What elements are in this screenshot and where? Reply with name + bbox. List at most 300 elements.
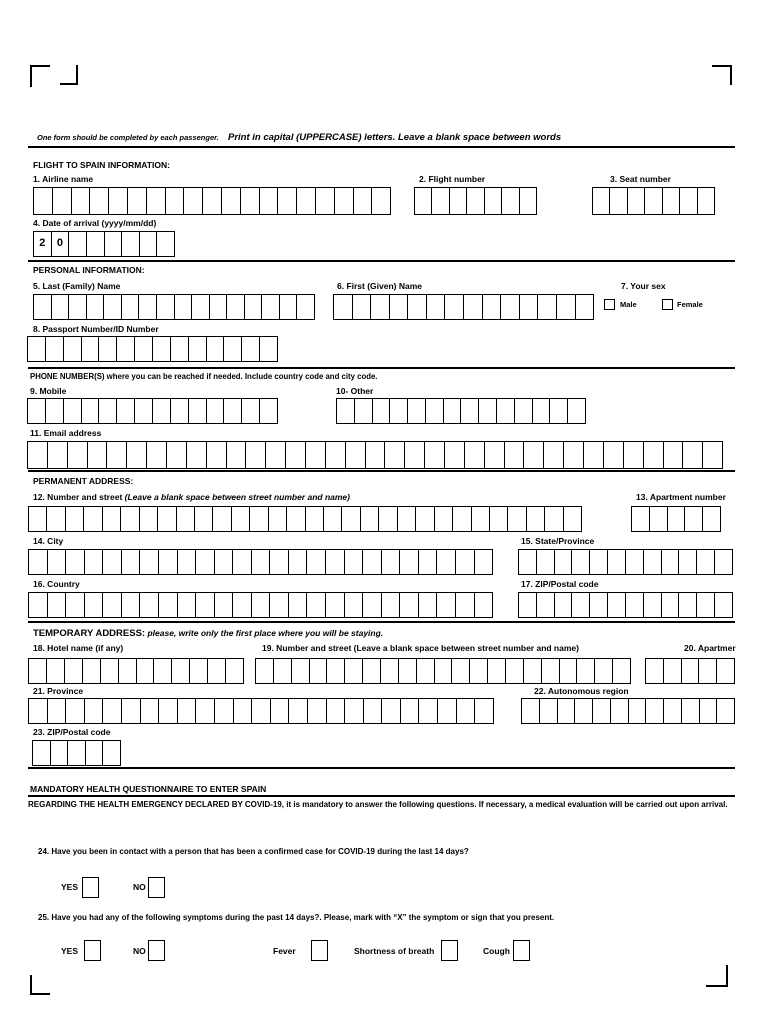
character-cell[interactable]	[504, 442, 524, 468]
character-cell[interactable]	[662, 188, 679, 214]
character-cell[interactable]	[120, 507, 138, 531]
character-cell[interactable]	[449, 188, 466, 214]
character-cell[interactable]	[474, 550, 493, 574]
character-cell[interactable]	[609, 188, 626, 214]
character-cell[interactable]	[165, 188, 184, 214]
email-field[interactable]	[27, 441, 723, 469]
character-cell[interactable]	[398, 659, 416, 683]
character-cell[interactable]	[186, 442, 206, 468]
character-cell[interactable]	[514, 399, 532, 423]
character-cell[interactable]	[156, 295, 174, 319]
character-cell[interactable]	[537, 295, 556, 319]
character-cell[interactable]	[64, 659, 82, 683]
character-cell[interactable]	[171, 659, 189, 683]
character-cell[interactable]	[231, 507, 249, 531]
character-cell[interactable]	[365, 442, 385, 468]
character-cell[interactable]	[309, 659, 327, 683]
character-cell[interactable]	[484, 188, 501, 214]
mobile-field[interactable]	[27, 398, 278, 424]
character-cell[interactable]	[34, 188, 52, 214]
character-cell[interactable]	[522, 699, 539, 723]
character-cell[interactable]	[28, 337, 45, 361]
region-field[interactable]	[521, 698, 735, 724]
character-cell[interactable]	[209, 295, 227, 319]
character-cell[interactable]	[415, 507, 433, 531]
character-cell[interactable]	[134, 337, 152, 361]
character-cell[interactable]	[158, 699, 177, 723]
character-cell[interactable]	[33, 741, 50, 765]
character-cell[interactable]	[714, 593, 732, 617]
character-cell[interactable]	[519, 188, 536, 214]
character-cell[interactable]	[45, 337, 63, 361]
character-cell[interactable]	[416, 659, 434, 683]
character-cell[interactable]	[326, 699, 345, 723]
q24-yes-checkbox[interactable]	[82, 877, 99, 898]
character-cell[interactable]	[84, 550, 103, 574]
character-cell[interactable]	[191, 295, 209, 319]
character-cell[interactable]	[360, 507, 378, 531]
character-cell[interactable]	[139, 593, 158, 617]
zip-field[interactable]	[518, 592, 733, 618]
character-cell[interactable]	[296, 188, 315, 214]
character-cell[interactable]	[285, 442, 305, 468]
character-cell[interactable]	[681, 659, 699, 683]
character-cell[interactable]	[702, 507, 720, 531]
character-cell[interactable]	[307, 699, 326, 723]
character-cell[interactable]	[153, 659, 171, 683]
first-name-field[interactable]	[333, 294, 594, 320]
character-cell[interactable]	[625, 593, 643, 617]
character-cell[interactable]	[221, 188, 240, 214]
character-cell[interactable]	[370, 295, 389, 319]
character-cell[interactable]	[444, 442, 464, 468]
character-cell[interactable]	[501, 188, 518, 214]
character-cell[interactable]	[240, 188, 259, 214]
character-cell[interactable]	[71, 188, 90, 214]
character-cell[interactable]	[102, 593, 121, 617]
character-cell[interactable]	[232, 550, 251, 574]
character-cell[interactable]	[519, 550, 536, 574]
character-cell[interactable]	[563, 442, 583, 468]
character-cell[interactable]	[47, 550, 66, 574]
character-cell[interactable]	[571, 593, 589, 617]
character-cell[interactable]	[381, 593, 400, 617]
character-cell[interactable]	[575, 295, 594, 319]
character-cell[interactable]	[554, 550, 572, 574]
character-cell[interactable]	[251, 550, 270, 574]
character-cell[interactable]	[407, 399, 425, 423]
character-cell[interactable]	[679, 188, 696, 214]
character-cell[interactable]	[226, 295, 244, 319]
character-cell[interactable]	[206, 337, 224, 361]
character-cell[interactable]	[539, 699, 557, 723]
character-cell[interactable]	[265, 442, 285, 468]
character-cell[interactable]	[482, 295, 501, 319]
breath-checkbox[interactable]	[441, 940, 458, 961]
character-cell[interactable]	[305, 507, 323, 531]
character-cell[interactable]	[325, 593, 344, 617]
character-cell[interactable]	[305, 442, 325, 468]
character-cell[interactable]	[288, 699, 307, 723]
character-cell[interactable]	[645, 699, 663, 723]
character-cell[interactable]	[424, 442, 444, 468]
character-cell[interactable]	[259, 399, 277, 423]
fever-checkbox[interactable]	[311, 940, 328, 961]
character-cell[interactable]	[344, 659, 362, 683]
character-cell[interactable]	[716, 699, 734, 723]
character-cell[interactable]	[86, 232, 104, 256]
character-cell[interactable]	[103, 295, 121, 319]
character-cell[interactable]	[188, 337, 206, 361]
character-cell[interactable]	[678, 593, 696, 617]
character-cell[interactable]	[487, 659, 505, 683]
character-cell[interactable]	[697, 188, 714, 214]
character-cell[interactable]	[241, 337, 259, 361]
character-cell[interactable]	[325, 442, 345, 468]
character-cell[interactable]	[306, 550, 325, 574]
character-cell[interactable]	[188, 399, 206, 423]
character-cell[interactable]	[464, 442, 484, 468]
character-cell[interactable]	[194, 507, 212, 531]
character-cell[interactable]	[574, 699, 592, 723]
character-cell[interactable]	[684, 507, 702, 531]
character-cell[interactable]	[121, 699, 140, 723]
character-cell[interactable]	[251, 699, 270, 723]
character-cell[interactable]	[556, 295, 575, 319]
character-cell[interactable]	[627, 188, 644, 214]
character-cell[interactable]	[625, 550, 643, 574]
character-cell[interactable]	[29, 659, 46, 683]
flight-number-field[interactable]	[414, 187, 537, 215]
character-cell[interactable]	[89, 188, 108, 214]
character-cell[interactable]	[100, 659, 118, 683]
character-cell[interactable]	[63, 337, 81, 361]
character-cell[interactable]	[279, 295, 297, 319]
character-cell[interactable]	[541, 659, 559, 683]
character-cell[interactable]	[434, 659, 452, 683]
character-cell[interactable]	[202, 188, 221, 214]
character-cell[interactable]	[47, 593, 66, 617]
character-cell[interactable]	[121, 550, 140, 574]
character-cell[interactable]	[121, 232, 139, 256]
character-cell[interactable]	[98, 399, 116, 423]
character-cell[interactable]	[661, 550, 679, 574]
character-cell[interactable]	[261, 295, 279, 319]
character-cell[interactable]	[505, 659, 523, 683]
character-cell[interactable]	[102, 550, 121, 574]
character-cell[interactable]	[47, 442, 67, 468]
character-cell[interactable]	[536, 550, 554, 574]
character-cell[interactable]	[696, 550, 714, 574]
character-cell[interactable]	[277, 188, 296, 214]
character-cell[interactable]	[29, 507, 46, 531]
character-cell[interactable]	[85, 741, 103, 765]
character-cell[interactable]	[206, 399, 224, 423]
character-cell[interactable]	[52, 188, 71, 214]
passport-field[interactable]	[27, 336, 278, 362]
temp-street-field[interactable]	[255, 658, 631, 684]
character-cell[interactable]	[471, 507, 489, 531]
state-field[interactable]	[518, 549, 733, 575]
character-cell[interactable]	[407, 295, 426, 319]
character-cell[interactable]	[259, 188, 278, 214]
character-cell[interactable]	[195, 593, 214, 617]
character-cell[interactable]	[296, 295, 314, 319]
character-cell[interactable]	[206, 442, 226, 468]
city-field[interactable]	[28, 549, 493, 575]
character-cell[interactable]	[270, 699, 289, 723]
character-cell[interactable]	[67, 741, 85, 765]
character-cell[interactable]	[268, 507, 286, 531]
character-cell[interactable]	[286, 507, 304, 531]
character-cell[interactable]	[372, 399, 390, 423]
character-cell[interactable]	[399, 550, 418, 574]
character-cell[interactable]	[628, 699, 646, 723]
character-cell[interactable]	[225, 659, 243, 683]
character-cell[interactable]	[50, 741, 68, 765]
character-cell[interactable]	[593, 188, 609, 214]
q24-no-checkbox[interactable]	[148, 877, 165, 898]
character-cell[interactable]	[139, 507, 157, 531]
character-cell[interactable]	[384, 442, 404, 468]
character-cell[interactable]	[532, 399, 550, 423]
character-cell[interactable]	[610, 699, 628, 723]
character-cell[interactable]	[400, 699, 419, 723]
character-cell[interactable]	[643, 550, 661, 574]
character-cell[interactable]	[65, 593, 84, 617]
character-cell[interactable]	[344, 699, 363, 723]
character-cell[interactable]	[607, 550, 625, 574]
character-cell[interactable]	[47, 699, 66, 723]
character-cell[interactable]	[362, 659, 380, 683]
character-cell[interactable]	[63, 399, 81, 423]
character-cell[interactable]	[212, 507, 230, 531]
character-cell[interactable]	[589, 550, 607, 574]
q25-no-checkbox[interactable]	[148, 940, 165, 961]
character-cell[interactable]	[478, 399, 496, 423]
character-cell[interactable]	[269, 550, 288, 574]
character-cell[interactable]	[431, 188, 448, 214]
character-cell[interactable]	[102, 507, 120, 531]
character-cell[interactable]	[523, 442, 543, 468]
cough-checkbox[interactable]	[513, 940, 530, 961]
character-cell[interactable]	[456, 699, 475, 723]
character-cell[interactable]	[138, 295, 156, 319]
character-cell[interactable]	[436, 593, 455, 617]
character-cell[interactable]	[576, 659, 594, 683]
character-cell[interactable]	[158, 550, 177, 574]
character-cell[interactable]	[81, 337, 99, 361]
character-cell[interactable]	[460, 399, 478, 423]
character-cell[interactable]	[170, 337, 188, 361]
character-cell[interactable]	[563, 507, 581, 531]
character-cell[interactable]	[474, 593, 493, 617]
character-cell[interactable]	[81, 399, 99, 423]
character-cell[interactable]	[84, 699, 103, 723]
character-cell[interactable]	[554, 593, 572, 617]
character-cell[interactable]	[699, 699, 717, 723]
character-cell[interactable]	[334, 295, 352, 319]
character-cell[interactable]	[259, 337, 277, 361]
character-cell[interactable]	[557, 699, 575, 723]
character-cell[interactable]	[106, 442, 126, 468]
character-cell[interactable]	[623, 442, 643, 468]
character-cell[interactable]	[444, 295, 463, 319]
character-cell[interactable]	[166, 442, 186, 468]
character-cell[interactable]	[134, 399, 152, 423]
character-cell[interactable]	[118, 659, 136, 683]
character-cell[interactable]	[51, 295, 69, 319]
character-cell[interactable]	[315, 188, 334, 214]
character-cell[interactable]	[245, 442, 265, 468]
character-cell[interactable]	[344, 593, 363, 617]
character-cell[interactable]	[380, 659, 398, 683]
character-cell[interactable]	[519, 593, 536, 617]
character-cell[interactable]	[127, 188, 146, 214]
character-cell[interactable]	[362, 593, 381, 617]
character-cell[interactable]	[249, 507, 267, 531]
character-cell[interactable]	[288, 593, 307, 617]
character-cell[interactable]	[696, 593, 714, 617]
character-cell[interactable]	[241, 399, 259, 423]
character-cell[interactable]	[352, 295, 371, 319]
character-cell[interactable]	[455, 593, 474, 617]
male-checkbox[interactable]	[604, 299, 615, 310]
character-cell[interactable]	[667, 507, 685, 531]
character-cell[interactable]	[34, 295, 51, 319]
female-checkbox[interactable]	[662, 299, 673, 310]
permanent-street-field[interactable]	[28, 506, 582, 532]
character-cell[interactable]	[682, 442, 702, 468]
character-cell[interactable]	[612, 659, 630, 683]
character-cell[interactable]	[455, 550, 474, 574]
character-cell[interactable]	[29, 550, 47, 574]
character-cell[interactable]	[139, 232, 157, 256]
character-cell[interactable]	[232, 593, 251, 617]
character-cell[interactable]	[126, 442, 146, 468]
character-cell[interactable]	[500, 295, 519, 319]
character-cell[interactable]	[437, 699, 456, 723]
character-cell[interactable]	[536, 593, 554, 617]
character-cell[interactable]	[233, 699, 252, 723]
character-cell[interactable]	[214, 593, 233, 617]
character-cell[interactable]	[344, 550, 363, 574]
character-cell[interactable]	[84, 593, 103, 617]
character-cell[interactable]	[567, 399, 585, 423]
character-cell[interactable]	[426, 295, 445, 319]
character-cell[interactable]	[589, 593, 607, 617]
character-cell[interactable]	[65, 550, 84, 574]
character-cell[interactable]	[156, 232, 174, 256]
permanent-apartment-field[interactable]	[631, 506, 721, 532]
character-cell[interactable]	[526, 507, 544, 531]
character-cell[interactable]	[177, 550, 196, 574]
character-cell[interactable]	[223, 399, 241, 423]
character-cell[interactable]	[28, 399, 45, 423]
character-cell[interactable]	[170, 399, 188, 423]
character-cell[interactable]	[269, 593, 288, 617]
character-cell[interactable]	[46, 659, 64, 683]
character-cell[interactable]	[68, 295, 86, 319]
character-cell[interactable]	[288, 550, 307, 574]
airline-field[interactable]	[33, 187, 391, 215]
character-cell[interactable]	[104, 232, 122, 256]
character-cell[interactable]	[436, 550, 455, 574]
character-cell[interactable]	[469, 659, 487, 683]
character-cell[interactable]	[306, 593, 325, 617]
arrival-date-field[interactable]	[33, 231, 175, 257]
character-cell[interactable]	[98, 337, 116, 361]
character-cell[interactable]	[543, 442, 563, 468]
character-cell[interactable]	[583, 442, 603, 468]
character-cell[interactable]	[223, 337, 241, 361]
character-cell[interactable]	[140, 699, 159, 723]
character-cell[interactable]	[644, 188, 661, 214]
character-cell[interactable]	[434, 507, 452, 531]
character-cell[interactable]	[646, 659, 663, 683]
character-cell[interactable]	[544, 507, 562, 531]
character-cell[interactable]	[571, 550, 589, 574]
character-cell[interactable]	[663, 442, 683, 468]
character-cell[interactable]	[152, 399, 170, 423]
character-cell[interactable]	[594, 659, 612, 683]
character-cell[interactable]	[139, 550, 158, 574]
character-cell[interactable]	[189, 659, 207, 683]
character-cell[interactable]	[381, 550, 400, 574]
country-field[interactable]	[28, 592, 493, 618]
character-cell[interactable]	[661, 593, 679, 617]
character-cell[interactable]	[183, 188, 202, 214]
seat-number-field[interactable]	[592, 187, 715, 215]
character-cell[interactable]	[389, 399, 407, 423]
temp-zip-field[interactable]	[32, 740, 121, 766]
character-cell[interactable]	[207, 659, 225, 683]
character-cell[interactable]	[226, 442, 246, 468]
character-cell[interactable]	[176, 507, 194, 531]
character-cell[interactable]	[256, 659, 273, 683]
character-cell[interactable]	[341, 507, 359, 531]
character-cell[interactable]	[121, 593, 140, 617]
character-cell[interactable]	[663, 659, 681, 683]
character-cell[interactable]	[363, 699, 382, 723]
character-cell[interactable]	[378, 507, 396, 531]
character-cell[interactable]	[607, 593, 625, 617]
character-cell[interactable]	[177, 593, 196, 617]
character-cell[interactable]	[496, 399, 514, 423]
character-cell[interactable]	[29, 593, 47, 617]
character-cell[interactable]	[152, 337, 170, 361]
character-cell[interactable]	[632, 507, 649, 531]
character-cell[interactable]	[549, 399, 567, 423]
character-cell[interactable]	[443, 399, 461, 423]
character-cell[interactable]	[484, 442, 504, 468]
character-cell[interactable]	[681, 699, 699, 723]
character-cell[interactable]	[714, 550, 732, 574]
character-cell[interactable]	[649, 507, 667, 531]
character-cell[interactable]	[334, 188, 353, 214]
character-cell[interactable]	[102, 741, 120, 765]
character-cell[interactable]	[418, 593, 437, 617]
character-cell[interactable]	[489, 507, 507, 531]
character-cell[interactable]	[273, 659, 291, 683]
q25-yes-checkbox[interactable]	[84, 940, 101, 961]
character-cell[interactable]	[474, 699, 493, 723]
character-cell[interactable]	[214, 699, 233, 723]
character-cell[interactable]	[389, 295, 408, 319]
character-cell[interactable]	[146, 188, 165, 214]
character-cell[interactable]	[82, 659, 100, 683]
character-cell[interactable]	[603, 442, 623, 468]
